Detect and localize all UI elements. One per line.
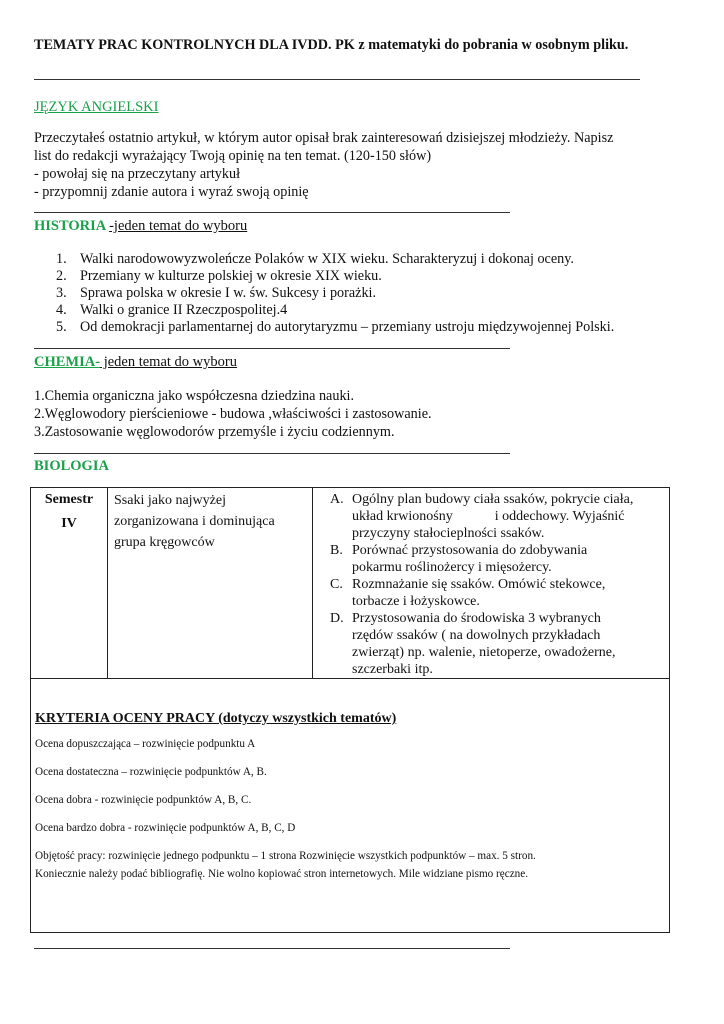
item-line: torbacze i łożyskowce.	[352, 594, 480, 609]
list-item	[330, 542, 659, 576]
item-number: 5.	[56, 319, 67, 335]
list-item	[56, 268, 696, 285]
divider	[34, 948, 510, 949]
divider	[34, 453, 510, 454]
section-heading-biology: BIOLOGIA	[34, 458, 109, 474]
biology-table	[30, 487, 670, 933]
chemistry-topics	[34, 387, 432, 441]
item-text: Sprawa polska w okresie I w. św. Sukcesy i porażki.	[80, 285, 377, 301]
criteria-item: Ocena dostateczna – rozwinięcie podpunktów A, B.	[35, 766, 267, 778]
list-item	[330, 491, 659, 542]
item-line: Porównać przystosowania do zdobywania	[352, 543, 588, 558]
item-number: 2.	[56, 268, 67, 284]
divider	[34, 79, 640, 80]
item-letter: A.	[330, 492, 344, 507]
criteria-item: Ocena dobra - rozwinięcie podpunktów A, B, C.	[35, 794, 252, 806]
divider	[34, 348, 510, 349]
list-item	[330, 576, 659, 610]
table-row	[31, 679, 670, 933]
item-number: 1.	[56, 251, 67, 267]
list-item: 3.Zastosowanie węglowodorów przemyśle i życiu codziennym.	[34, 424, 395, 440]
text-line: - przypomnij zdanie autora i wyraź swoją opinię	[34, 184, 309, 200]
item-line: układ krwionośny i oddechowy. Wyjaśnić	[352, 509, 625, 524]
chemistry-subtitle: jeden temat do wyboru	[100, 354, 237, 370]
item-number: 4.	[56, 302, 67, 318]
item-line: zwierząt) np. walenie, nietoperze, owadożerne,	[352, 645, 616, 660]
english-paragraph	[34, 129, 613, 201]
text-line: list do redakcji wyrażający Twoją opinię na ten temat. (120-150 słów)	[34, 148, 432, 164]
item-line: szczerbaki itp.	[352, 662, 433, 677]
item-line: Przystosowania do środowiska 3 wybranych	[352, 611, 601, 626]
semester-label: Semestr	[44, 492, 94, 507]
note-line: Koniecznie należy podać bibliografię. Nie wolno kopiować stron internetowych. Mile widziane pismo ręczne.	[35, 868, 529, 880]
list-item	[56, 319, 696, 336]
text-line: - powołaj się na przeczytany artykuł	[34, 166, 241, 182]
item-letter: D.	[330, 611, 344, 626]
list-item	[56, 302, 696, 319]
chemistry-title: CHEMIA-	[34, 354, 101, 370]
item-text: Walki narodowowyzwoleńcze Polaków w XIX wieku. Scharakteryzuj i dokonaj oceny.	[80, 251, 574, 267]
section-heading-english: JĘZYK ANGIELSKI	[34, 99, 159, 115]
criteria-cell	[31, 679, 670, 933]
item-text: Od demokracji parlamentarnej do autorytaryzmu – przemiany ustroju międzywojennej Polski.	[80, 319, 615, 335]
topic-cell	[108, 488, 313, 679]
section-heading-history	[34, 218, 247, 235]
list-item	[330, 610, 659, 678]
table-row	[31, 488, 670, 679]
semester-number: IV	[61, 516, 77, 531]
list-item: 1.Chemia organiczna jako współczesna dziedzina nauki.	[34, 388, 355, 404]
item-line: Rozmnażanie się ssaków. Omówić stekowce,	[352, 577, 606, 592]
criteria-item: Ocena dopuszczająca – rozwinięcie podpunktu A	[35, 738, 256, 750]
points-cell	[313, 488, 670, 679]
item-text: Walki o granice II Rzeczpospolitej.4	[80, 302, 288, 318]
item-line: pokarmu roślinożercy i mięsożercy.	[352, 560, 552, 575]
list-item	[56, 251, 696, 268]
section-heading-chemistry	[34, 354, 237, 371]
list-item: 2.Węglowodory pierścieniowe - budowa ,właściwości i zastosowanie.	[34, 406, 432, 422]
item-letter: B.	[330, 543, 343, 558]
semester-cell	[31, 488, 108, 679]
history-title: HISTORIA	[34, 218, 110, 234]
item-line: Ogólny plan budowy ciała ssaków, pokrycie ciała,	[352, 492, 634, 507]
criteria-item: Ocena bardzo dobra - rozwinięcie podpunktów A, B, C, D	[35, 822, 296, 834]
item-text: Przemiany w kulturze polskiej w okresie XIX wieku.	[80, 268, 382, 284]
history-topics	[56, 251, 696, 336]
item-letter: C.	[330, 577, 343, 592]
item-line: rzędów ssaków ( na dowolnych przykładach	[352, 628, 601, 643]
subpoints-list	[313, 488, 669, 678]
divider	[34, 212, 510, 213]
criteria-heading: KRYTERIA OCENY PRACY (dotyczy wszystkich tematów)	[35, 711, 397, 726]
history-subtitle: -jeden temat do wyboru	[109, 218, 248, 234]
note-line: Objętość pracy: rozwinięcie jednego podpunktu – 1 strona Rozwinięcie wszystkich podpunktów – max. 5 stron.	[35, 850, 536, 862]
list-item	[56, 285, 696, 302]
item-line: przyczyny stałocieplności ssaków.	[352, 526, 545, 541]
text-line: Przeczytałeś ostatnio artykuł, w którym autor opisał brak zainteresowań dzisiejszej młodzieży. Napisz	[34, 130, 614, 146]
page-title: TEMATY PRAC KONTROLNYCH DLA IVDD. PK z matematyki do pobrania w osobnym pliku.	[34, 37, 629, 53]
topic-text: Ssaki jako najwyżej zorganizowana i dominująca grupa kręgowców	[114, 493, 275, 550]
item-number: 3.	[56, 285, 67, 301]
